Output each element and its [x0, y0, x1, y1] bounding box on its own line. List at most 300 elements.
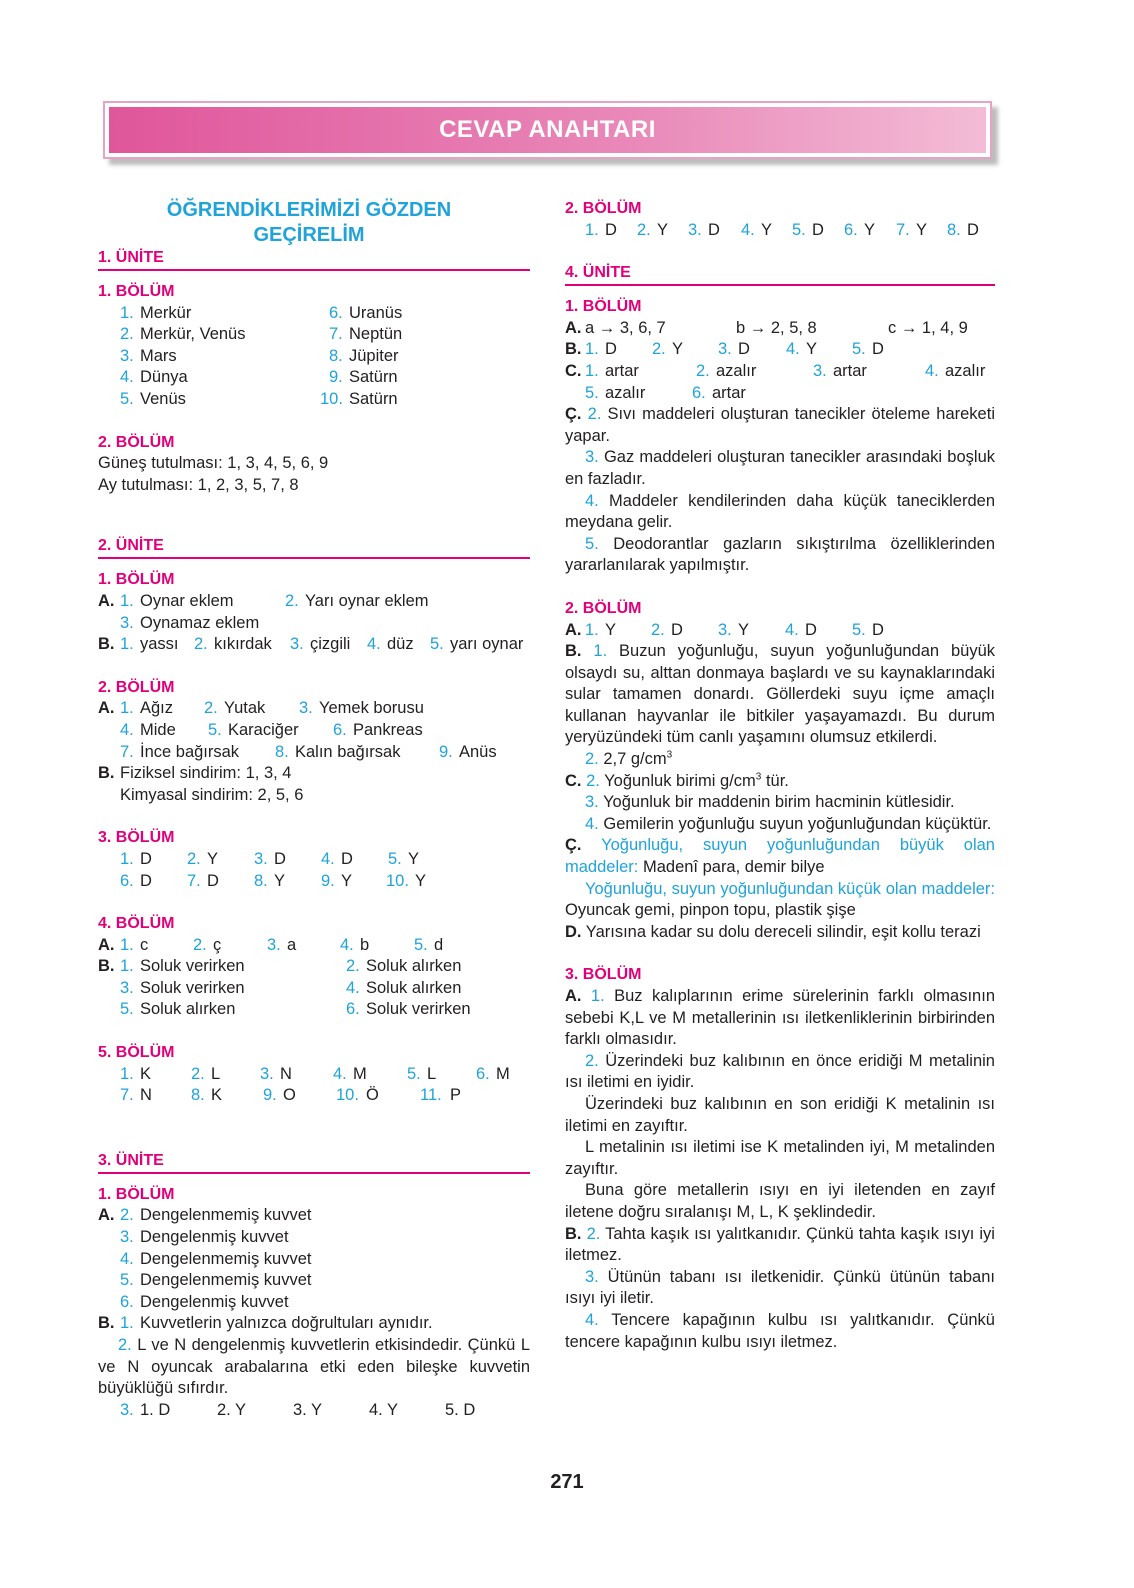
item-label: Yoğunluğu, suyun yoğunluğundan büyük olan maddeler:	[565, 836, 995, 877]
item-text: Sıvı maddeleri oluşturan tanecikler öteleme hareketi yapar.	[565, 405, 995, 445]
item-text: c → 1, 4, 9	[888, 318, 968, 337]
item-text: Y	[806, 340, 818, 359]
item-num: 4.	[321, 849, 335, 868]
u4-s3-a5: Buna göre metallerin ısıyı en iyi iletenden en zayıf iletene doğru sıralanışı M, L, K şeklindedir.	[565, 1181, 995, 1221]
u4-s2-cc2	[565, 879, 995, 922]
item-text: Dengelenmemiş kuvvet	[140, 1249, 312, 1268]
u4-s1-cc2	[565, 447, 995, 490]
unit-1-title: 1. ÜNİTE	[98, 248, 530, 271]
u1-s2-line1: Güneş tutulması: 1, 3, 4, 5, 6, 9	[98, 454, 329, 473]
item-text: kıkırdak	[214, 635, 272, 654]
item-text: 2,7 g/cm	[603, 750, 667, 769]
item-text: D	[140, 871, 152, 890]
u4-s2-title: 2. BÖLÜM	[565, 599, 642, 617]
item-num: 3.	[120, 1400, 134, 1419]
label-b: B.	[565, 642, 582, 661]
item-num: 3.	[120, 1228, 134, 1247]
item-num: 6.	[120, 871, 134, 890]
item-text: P	[450, 1086, 462, 1105]
item-text: İnce bağırsak	[140, 742, 240, 761]
item-num: 3.	[813, 361, 827, 380]
u2-s3-row1	[98, 849, 530, 871]
item-num: 3.	[688, 220, 702, 239]
item-num: 5.	[120, 389, 134, 408]
item-num: 4.	[367, 635, 381, 654]
item-text: Anüs	[459, 742, 497, 761]
item-text: D	[140, 849, 152, 868]
u4-s3-a1	[565, 986, 995, 1051]
u2-s1-a-row2	[98, 613, 530, 635]
item-num: 1.	[120, 1314, 134, 1333]
item-text: D	[274, 849, 286, 868]
item-text: Soluk alırken	[366, 978, 462, 997]
item-text: Üzerindeki buz kalıbının en önce eridiği M metalinin ısı iletimi en iyidir.	[565, 1051, 995, 1092]
u4-s2-a-row	[565, 620, 995, 642]
unit-2-title: 2. ÜNİTE	[98, 536, 530, 559]
item-num: 6.	[476, 1064, 490, 1083]
label-b: B.	[565, 1224, 582, 1243]
item-num: 2.	[585, 750, 599, 769]
item-num: 3.	[120, 613, 134, 632]
item-num: 1.	[585, 220, 599, 239]
u3-s1-a-row5	[98, 1292, 530, 1314]
label-c: C.	[565, 771, 582, 790]
item-num: 4.	[786, 340, 800, 359]
item-num: 1.	[120, 957, 134, 976]
item-text: Madenî para, demir bilye	[642, 858, 825, 877]
u2-s3-title: 3. BÖLÜM	[98, 829, 175, 847]
item-num: 1.	[120, 303, 134, 322]
item-text: Y	[761, 220, 773, 239]
item-num: 5.	[585, 383, 599, 402]
item-num: 4.	[120, 368, 134, 387]
item-text: 2. Y	[217, 1400, 247, 1419]
line-text: Kimyasal sindirim: 2, 5, 6	[120, 785, 304, 804]
item-num: 2.	[191, 1064, 205, 1083]
main-title-line2: GEÇİRELİM	[253, 224, 365, 246]
item-text: artar	[712, 383, 746, 402]
u3-s1-b-row1	[98, 1313, 530, 1335]
u3-s1-a-row4	[98, 1270, 530, 1292]
item-text: Y	[864, 220, 876, 239]
item-num: 5.	[585, 534, 599, 553]
u2-s4-a-row	[98, 935, 530, 957]
item-text: Gemilerin yoğunluğu suyun yoğunluğundan küçüktür.	[603, 814, 992, 833]
item-text: N	[140, 1086, 152, 1105]
item-num: 3.	[260, 1064, 274, 1083]
item-text: 3. Y	[293, 1400, 323, 1419]
item-text: N	[280, 1064, 292, 1083]
u2-s5-row2	[98, 1085, 530, 1107]
u2-s1-a-row1	[98, 591, 530, 613]
item-text: Yutak	[224, 699, 266, 718]
item-text: Yoğunluk bir maddenin birim hacminin kütlesidir.	[603, 793, 955, 812]
item-text: Yemek borusu	[319, 699, 424, 718]
item-text: b	[360, 935, 370, 954]
main-title-line1: ÖĞRENDİKLERİMİZİ GÖZDEN	[166, 199, 452, 221]
item-num: 5.	[120, 1000, 134, 1019]
u4-s3-a3: Üzerindeki buz kalıbının en son eridiği K metalinin ısı iletimi en zayıftır.	[565, 1094, 995, 1135]
u2-s3-row2	[98, 871, 530, 893]
item-text: Buz kalıplarının erime sürelerinin farklı olmasının sebebi K,L ve M metallerinin ısı iletkenliklerinin birbirinden farklı olmasıdır.	[565, 987, 995, 1049]
item-text: Karaciğer	[228, 720, 299, 739]
item-text: Satürn	[349, 368, 398, 387]
item-text: Ütünün tabanı ısı iletkenidir. Çünkü ütünün tabanı ısıyı iyi iletir.	[565, 1267, 995, 1308]
label-d: D.	[565, 922, 582, 941]
u3-s1-b3-row	[98, 1400, 530, 1422]
item-text: O	[283, 1086, 296, 1105]
item-text: artar	[833, 361, 867, 380]
item-num: 8.	[254, 871, 268, 890]
item-num: 3.	[120, 978, 134, 997]
header-banner	[103, 101, 992, 159]
unit-3-title: 3. ÜNİTE	[98, 1151, 530, 1174]
u1-s1-title: 1. BÖLÜM	[98, 283, 175, 300]
u2-s2-a-row3	[98, 742, 530, 764]
item-text: D	[605, 340, 617, 359]
item-num: 1.	[120, 849, 134, 868]
item-num: 6.	[844, 220, 858, 239]
item-text: Y	[408, 849, 420, 868]
item-num: 3.	[299, 699, 313, 718]
item-num: 9.	[321, 871, 335, 890]
item-num: 2.	[120, 325, 134, 344]
item-text: L	[211, 1064, 221, 1083]
item-text: K	[140, 1064, 152, 1083]
label-a: A.	[98, 591, 115, 610]
item-text: Oyuncak gemi, pinpon topu, plastik şişe	[565, 901, 856, 920]
item-text: Mide	[140, 720, 176, 739]
item-text: Y	[207, 849, 219, 868]
item-num: 4.	[346, 978, 360, 997]
u1-s2-line2: Ay tutulması: 1, 2, 3, 5, 7, 8	[98, 475, 299, 494]
item-num: 4.	[120, 1249, 134, 1268]
item-num: 8.	[191, 1086, 205, 1105]
item-num: 5.	[430, 635, 444, 654]
item-num: 7.	[329, 325, 343, 344]
item-num: 2.	[194, 635, 208, 654]
item-text: Mars	[140, 346, 177, 365]
item-text: Yarı oynar eklem	[305, 591, 429, 610]
page-number: 271	[550, 1471, 584, 1493]
label-a: A.	[98, 935, 115, 954]
item-text: D	[872, 340, 884, 359]
label-a: A.	[98, 699, 115, 718]
item-num: 9.	[329, 368, 343, 387]
u4-s3-b4	[565, 1310, 995, 1353]
item-text: Gaz maddeleri oluşturan tanecikler arasındaki boşluk en fazladır.	[565, 448, 995, 488]
label-c: C.	[565, 361, 582, 380]
right-column	[565, 198, 995, 1353]
item-text: Uranüs	[349, 303, 403, 322]
item-num: 6.	[329, 303, 343, 322]
item-num: 4.	[925, 361, 939, 380]
item-text: Jüpiter	[349, 346, 399, 365]
item-text: Merkür	[140, 303, 192, 322]
item-text: yarı oynar	[450, 635, 524, 654]
u4-s2-b2	[565, 749, 995, 771]
item-text: M	[353, 1064, 367, 1083]
item-num: 6.	[692, 383, 706, 402]
item-num: 5.	[407, 1064, 421, 1083]
main-title	[98, 198, 530, 248]
item-num: 2.	[118, 1336, 132, 1354]
u4-s3-a4: L metalinin ısı iletimi ise K metalinden iyi, M metalinden zayıftır.	[565, 1138, 995, 1178]
item-text: Pankreas	[353, 720, 423, 739]
item-text: Y	[605, 620, 617, 639]
item-text: 4. Y	[369, 1400, 399, 1419]
item-num: 7.	[896, 220, 910, 239]
item-text: Y	[274, 871, 286, 890]
item-text: Tahta kaşık ısı yalıtkanıdır. Çünkü tahta kaşık ısıyı iyi iletmez.	[565, 1224, 995, 1265]
item-text: Buzun yoğunluğu, suyun yoğunluğundan büyük olsaydı su, alttan donmaya başlardı ve su kaynaklarındaki sular tamamen donardı. Göllerdeki suyu içme amaçlı kullanan hayvanlar ile bitkiler yaşayamazdı. Bu durum yeryüzündeki tüm canlı yaşamını olumsuz etkilerdi.	[565, 642, 995, 747]
label-cc: Ç.	[565, 836, 582, 855]
item-text: ç	[213, 935, 222, 954]
item-text: tür.	[761, 771, 789, 790]
item-num: 3.	[267, 935, 281, 954]
item-num: 2.	[120, 1206, 134, 1225]
u4-s1-b-row	[565, 339, 995, 361]
item-num: 2.	[637, 220, 651, 239]
item-num: 1.	[120, 1064, 134, 1083]
item-num: 2.	[587, 405, 602, 424]
item-num: 2.	[285, 591, 299, 610]
item-num: 3.	[290, 635, 304, 654]
item-num: 2.	[193, 935, 207, 954]
unit-4-title: 4. ÜNİTE	[565, 263, 995, 286]
item-num: 9.	[439, 742, 453, 761]
u3-s1-a-row3	[98, 1249, 530, 1271]
item-num: 2.	[696, 361, 710, 380]
u2-s4-b-row1	[98, 956, 530, 978]
item-num: 3.	[718, 620, 732, 639]
item-num: 6.	[120, 1292, 134, 1311]
label-b: B.	[98, 764, 115, 783]
item-text: Soluk alırken	[140, 1000, 236, 1019]
item-text: düz	[387, 635, 414, 654]
item-text: Maddeler kendilerinden daha küçük taneciklerden meydana gelir.	[565, 491, 995, 532]
item-text: Y	[415, 871, 427, 890]
u4-s1-title: 1. BÖLÜM	[565, 298, 642, 316]
item-num: 2.	[586, 1224, 601, 1243]
line-text: Fiziksel sindirim: 1, 3, 4	[120, 764, 292, 783]
item-num: 10.	[320, 389, 343, 408]
u3-s1-title: 1. BÖLÜM	[98, 1185, 175, 1203]
item-num: 8.	[329, 346, 343, 365]
item-num: 2.	[585, 1051, 599, 1070]
u4-s1-cc1	[565, 404, 995, 447]
item-text: M	[496, 1064, 510, 1083]
item-num: 2.	[651, 620, 665, 639]
u2-s2-a-row1	[98, 698, 530, 720]
item-text: Dünya	[140, 368, 188, 387]
item-text: Soluk verirken	[140, 978, 245, 997]
item-text: Soluk verirken	[140, 957, 245, 976]
item-text: Oynamaz eklem	[140, 613, 260, 632]
item-num: 9.	[263, 1086, 277, 1105]
item-text: D	[872, 620, 884, 639]
item-text: Kuvvetlerin yalnızca doğrultuları aynıdır.	[140, 1314, 433, 1333]
item-num: 1.	[590, 987, 605, 1005]
u1-s2-title: 2. BÖLÜM	[98, 433, 175, 451]
item-text: Venüs	[140, 389, 186, 408]
u4-s1-c-row2	[565, 383, 995, 405]
item-num: 6.	[346, 1000, 360, 1019]
item-text: Y	[738, 620, 750, 639]
item-text: Y	[672, 340, 684, 359]
item-num: 2.	[346, 957, 360, 976]
item-num: 1.	[120, 635, 134, 654]
item-text: azalır	[605, 383, 646, 402]
u2-s5-title: 5. BÖLÜM	[98, 1044, 175, 1062]
item-num: 8.	[947, 220, 961, 239]
u2-s1-b-row	[98, 634, 530, 656]
item-num: 3.	[718, 340, 732, 359]
item-num: 3.	[254, 849, 268, 868]
u3-s1-b2	[98, 1335, 530, 1400]
item-text: b → 2, 5, 8	[736, 318, 817, 337]
item-num: 2.	[652, 340, 666, 359]
item-text: Dengelenmemiş kuvvet	[140, 1206, 312, 1225]
u3-s1-a-row1	[98, 1205, 530, 1227]
item-text: Y	[916, 220, 928, 239]
u4-s2-cc1	[565, 835, 995, 878]
label-a: A.	[98, 1206, 115, 1225]
u4-s1-a-row	[565, 318, 995, 340]
item-num: 2.	[204, 699, 218, 718]
item-text: D	[805, 620, 817, 639]
u2-s2-b-row2	[98, 785, 530, 807]
u4-s2-d	[565, 922, 995, 944]
item-text: Kalın bağırsak	[295, 742, 401, 761]
label-cc: Ç.	[565, 405, 582, 424]
label-b: B.	[98, 957, 115, 976]
item-text: Y	[657, 220, 669, 239]
label-b: B.	[98, 635, 115, 654]
u4-s2-c3	[565, 792, 995, 814]
item-num: 1.	[120, 935, 134, 954]
item-text: azalır	[716, 361, 757, 380]
item-num: 5.	[792, 220, 806, 239]
item-text: a → 3, 6, 7	[585, 318, 666, 337]
item-text: artar	[605, 361, 639, 380]
item-text: azalır	[945, 361, 986, 380]
u4-s1-cc4	[565, 534, 995, 577]
item-text: D	[708, 220, 720, 239]
item-text: Tencere kapağının kulbu ısı yalıtkanıdır. Çünkü tencere kapağının kulbu ısıyı iletmez.	[565, 1310, 995, 1351]
item-text: K	[211, 1086, 223, 1105]
item-text: a	[287, 935, 297, 954]
label-b: B.	[98, 1314, 115, 1333]
item-label: Yoğunluğu, suyun yoğunluğundan küçük olan maddeler:	[585, 879, 995, 898]
item-num: 1.	[120, 591, 134, 610]
item-num: 2.	[187, 849, 201, 868]
label-a: A.	[565, 987, 582, 1005]
header-title: CEVAP ANAHTARI	[109, 107, 986, 153]
u3-s2-title: 2. BÖLÜM	[565, 200, 642, 217]
item-num: 1.	[585, 340, 599, 359]
item-num: 4.	[333, 1064, 347, 1083]
u2-s2-b-row1	[98, 763, 530, 785]
u2-s1-title: 1. BÖLÜM	[98, 571, 175, 589]
item-text: Ö	[366, 1086, 379, 1105]
item-text: Dengelenmiş kuvvet	[140, 1292, 289, 1311]
item-num: 4.	[120, 720, 134, 739]
u2-s4-title: 4. BÖLÜM	[98, 915, 175, 933]
item-num: 5.	[388, 849, 402, 868]
item-num: 5.	[208, 720, 222, 739]
label-a: A.	[565, 318, 582, 337]
item-text: Yoğunluk birimi g/cm	[604, 771, 756, 790]
u4-s1-cc3	[565, 491, 995, 534]
u4-s2-c4	[565, 814, 995, 836]
item-text: Yarısına kadar su dolu dereceli silindir, eşit kollu terazi	[585, 922, 981, 941]
item-text: çizgili	[310, 635, 351, 654]
item-text: Satürn	[349, 389, 398, 408]
u4-s3-b2	[565, 1224, 995, 1267]
item-text: Neptün	[349, 325, 403, 344]
u4-s1-c-row1	[565, 361, 995, 383]
item-num: 4.	[585, 1310, 599, 1329]
item-num: 8.	[275, 742, 289, 761]
item-text: Soluk verirken	[366, 1000, 471, 1019]
item-text: Dengelenmemiş kuvvet	[140, 1271, 312, 1290]
superscript: 3	[666, 749, 673, 761]
u1-s1-list	[98, 303, 530, 411]
item-text: 5. D	[445, 1400, 476, 1419]
u4-s3-a2	[565, 1051, 995, 1094]
item-num: 10.	[336, 1086, 359, 1105]
item-text: D	[207, 871, 219, 890]
item-text: 1. D	[140, 1400, 171, 1419]
item-num: 4.	[741, 220, 755, 239]
item-num: 4.	[585, 814, 599, 833]
u2-s2-title: 2. BÖLÜM	[98, 678, 175, 696]
item-num: 7.	[187, 871, 201, 890]
u3-s1-a-row2	[98, 1227, 530, 1249]
item-text: Deodorantlar gazların sıkıştırılma özelliklerinden yararlanılarak yapılmıştır.	[565, 534, 996, 575]
u2-s2-a-row2	[98, 720, 530, 742]
item-num: 3.	[585, 793, 599, 812]
item-num: 4.	[340, 935, 354, 954]
item-num: 7.	[120, 742, 134, 761]
item-num: 5.	[852, 340, 866, 359]
item-num: 6.	[333, 720, 347, 739]
item-text: D	[671, 620, 683, 639]
item-text: L	[427, 1064, 437, 1083]
item-text: Dengelenmiş kuvvet	[140, 1228, 289, 1247]
u3-s2-row	[565, 220, 995, 242]
item-num: 3.	[585, 1267, 599, 1286]
u2-s5-row1	[98, 1064, 530, 1086]
item-num: 5.	[414, 935, 428, 954]
item-text: D	[341, 849, 353, 868]
item-num: 11.	[420, 1086, 442, 1105]
item-text: yassı	[140, 635, 179, 654]
item-text: d	[434, 935, 444, 954]
item-num: 10.	[386, 871, 409, 890]
u2-s4-b-row3	[98, 999, 530, 1021]
item-num: 7.	[120, 1086, 134, 1105]
item-num: 1.	[585, 620, 599, 639]
item-num: 1.	[120, 699, 134, 718]
item-text: Ağız	[140, 699, 174, 718]
item-text: D	[967, 220, 979, 239]
left-column	[98, 198, 530, 1421]
item-text: c	[140, 935, 149, 954]
item-num: 3.	[120, 346, 134, 365]
item-num: 1.	[585, 361, 599, 380]
